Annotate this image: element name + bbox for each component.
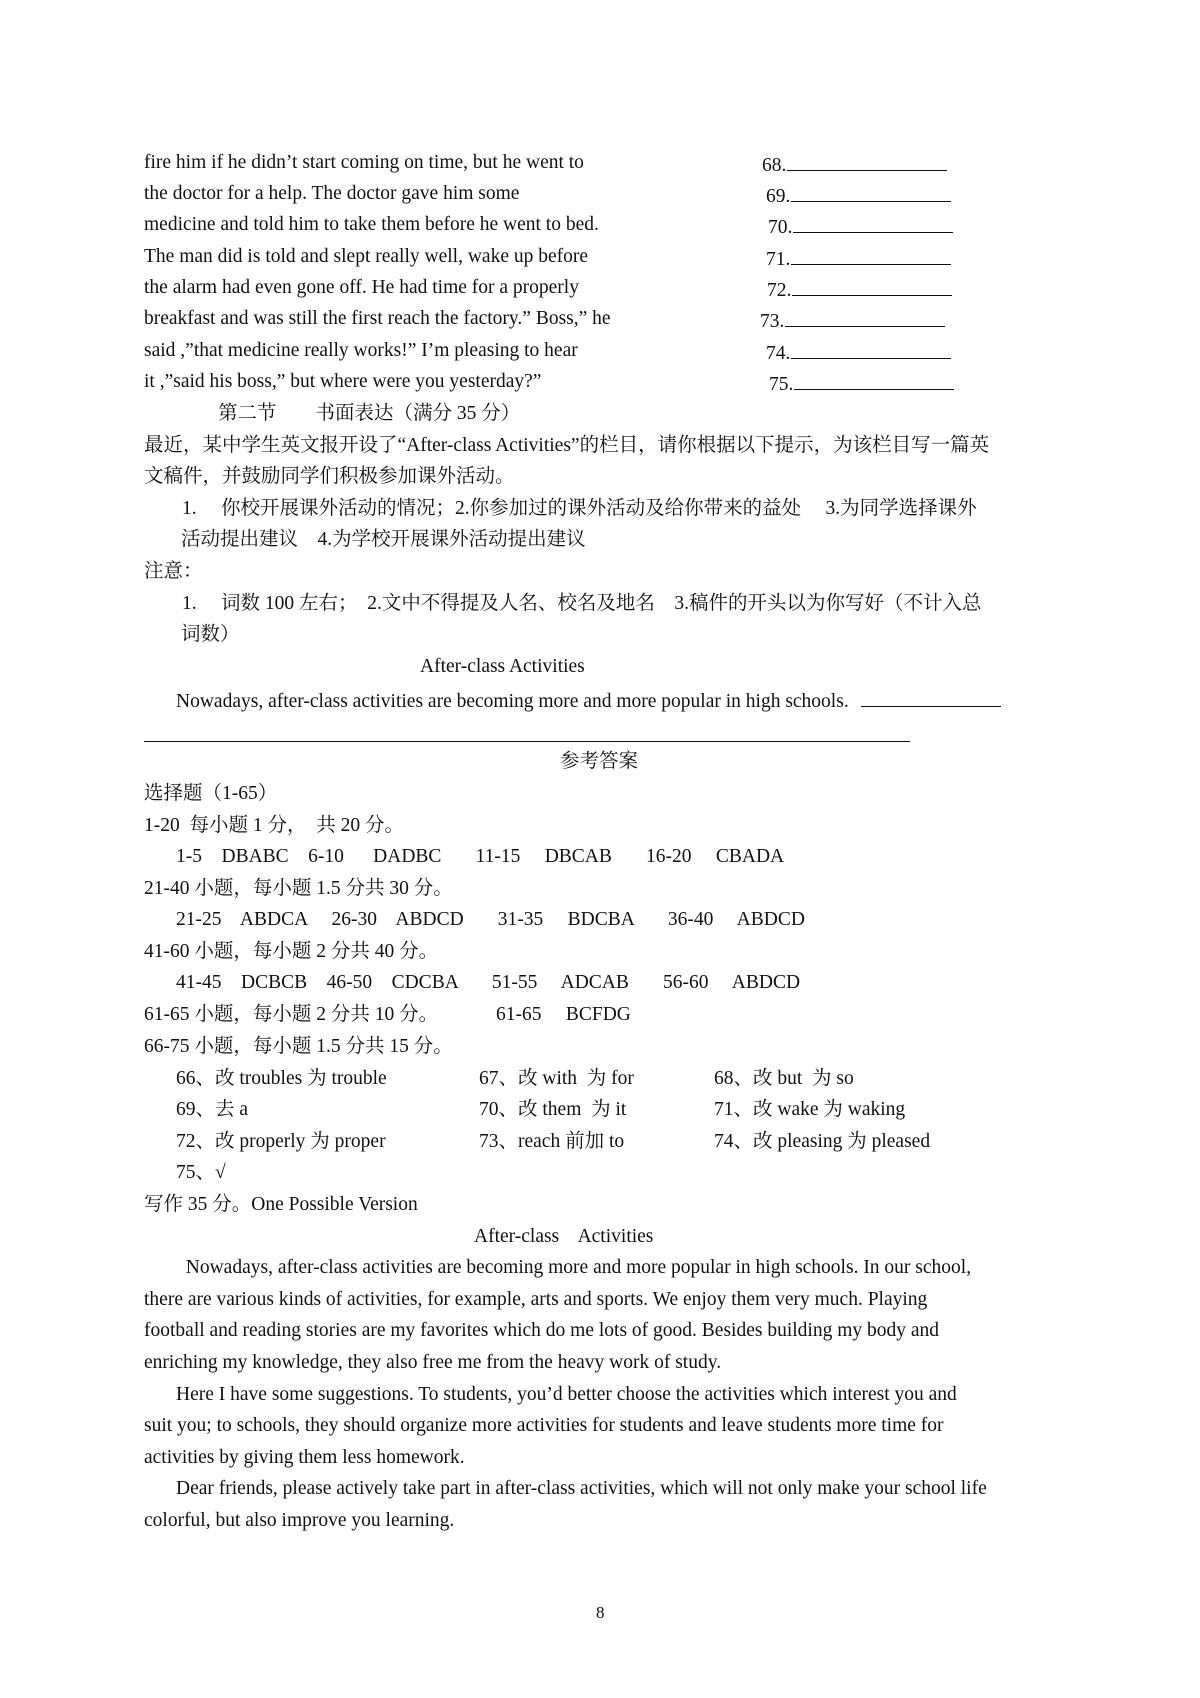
passage-line: fire him if he didn’t start coming on time, but he went to <box>144 152 584 173</box>
answer-blank[interactable] <box>762 150 947 179</box>
writing-notes: 词数） <box>181 624 240 645</box>
blank-number: 71. <box>766 249 791 270</box>
passage-line: it ,”said his boss,” but where were you yesterday?” <box>144 371 542 392</box>
blank-number: 72. <box>767 280 792 301</box>
blank-number: 68. <box>762 155 787 176</box>
blank-number: 70. <box>768 217 793 238</box>
correction-item: 71、改 wake 为 waking <box>714 1099 906 1120</box>
group-label: 41-60 小题，每小题 2 分共 40 分。 <box>144 941 439 962</box>
sample-essay-line: Dear friends, please actively take part in after-class activities, which will not only make your school life <box>176 1478 987 1499</box>
writing-answer-label: 写作 35 分。One Possible Version <box>144 1194 418 1215</box>
passage-line: medicine and told him to take them before he went to bed. <box>144 214 599 235</box>
page-number: 8 <box>596 1603 605 1622</box>
answer-blank[interactable] <box>768 212 953 241</box>
group-answers: 21-25 ABDCA 26-30 ABDCD 31-35 BDCBA 36-40 ABDCD <box>176 909 805 930</box>
writing-points: 1. 你校开展课外活动的情况；2.你参加过的课外活动及给你带来的益处 3.为同学选择课外 <box>182 498 977 519</box>
answer-line <box>144 741 910 742</box>
passage-line: said ,”that medicine really works!” I’m pleasing to hear <box>144 340 578 361</box>
answer-blank[interactable] <box>766 244 951 273</box>
group-answers: 1-5 DBABC 6-10 DADBC 11-15 DBCAB 16-20 CBADA <box>176 846 785 867</box>
mc-label: 选择题（1-65） <box>144 783 278 804</box>
answer-blank[interactable] <box>769 369 954 398</box>
group-answers: 41-45 DCBCB 46-50 CDCBA 51-55 ADCAB 56-60 ABDCD <box>176 972 801 993</box>
correction-item: 69、去 a <box>176 1099 249 1120</box>
answer-blank[interactable] <box>760 306 945 335</box>
correction-item: 73、reach 前加 to <box>479 1131 625 1152</box>
passage-line: the doctor for a help. The doctor gave him some <box>144 183 520 204</box>
correction-item: 70、改 them 为 it <box>479 1099 627 1120</box>
sample-essay-line: Nowadays, after-class activities are becoming more and more popular in high schools. In our school, <box>176 1257 972 1278</box>
essay-start-text: Nowadays, after-class activities are becoming more and more popular in high schools. <box>176 691 849 712</box>
correction-item: 72、改 properly 为 proper <box>176 1131 386 1152</box>
sample-essay-line: football and reading stories are my favorites which do me lots of good. Besides building my body and <box>144 1320 940 1341</box>
sample-essay-line: Here I have some suggestions. To students, you’d better choose the activities which interest you and <box>176 1384 957 1405</box>
writing-notes: 1. 词数 100 左右； 2.文中不得提及人名、校名及地名 3.稿件的开头以为你写好（不计入总 <box>182 593 982 614</box>
sample-essay-line: suit you; to schools, they should organize more activities for students and leave students more time for <box>144 1415 944 1436</box>
answer-blank[interactable] <box>766 338 951 367</box>
blank-number: 74. <box>766 343 791 364</box>
blank-number: 73. <box>760 311 785 332</box>
essay-title: After-class Activities <box>420 656 585 677</box>
essay-start <box>176 686 1001 715</box>
note-label: 注意： <box>144 561 203 582</box>
answer-blank[interactable] <box>766 181 951 210</box>
section-title: 第二节 书面表达（满分 35 分） <box>218 403 521 424</box>
answer-blank[interactable] <box>767 275 952 304</box>
passage-line: breakfast and was still the first reach the factory.” Boss,” he <box>144 308 611 329</box>
sample-essay-line: colorful, but also improve you learning. <box>144 1510 455 1531</box>
essay-blank[interactable] <box>861 686 1001 707</box>
group-label: 61-65 小题，每小题 2 分共 10 分。 <box>144 1004 439 1025</box>
sample-essay-line: enriching my knowledge, they also free me from the heavy work of study. <box>144 1352 722 1373</box>
group-label: 21-40 小题，每小题 1.5 分共 30 分。 <box>144 878 453 899</box>
blank-number: 75. <box>769 374 794 395</box>
passage-line: The man did is told and slept really well, wake up before <box>144 246 589 267</box>
answer-key-title: 参考答案 <box>560 751 639 772</box>
correction-item: 75、√ <box>176 1162 226 1183</box>
writing-points: 活动提出建议 4.为学校开展课外活动提出建议 <box>181 529 586 550</box>
group-label: 1-20 每小题 1 分， 共 20 分。 <box>144 815 404 836</box>
passage-line: the alarm had even gone off. He had time for a properly <box>144 277 579 298</box>
correction-item: 67、改 with 为 for <box>479 1068 634 1089</box>
writing-intro: 文稿件，并鼓励同学们积极参加课外活动。 <box>144 466 515 487</box>
sample-essay-line: there are various kinds of activities, for example, arts and sports. We enjoy them very much. Playing <box>144 1289 928 1310</box>
correction-item: 66、改 troubles 为 trouble <box>176 1068 387 1089</box>
blank-number: 69. <box>766 186 791 207</box>
sample-essay-title: After-class Activities <box>474 1226 654 1247</box>
correction-item: 68、改 but 为 so <box>714 1068 854 1089</box>
correction-item: 74、改 pleasing 为 pleased <box>714 1131 931 1152</box>
group-answers: 61-65 BCFDG <box>496 1004 631 1025</box>
sample-essay-line: activities by giving them less homework. <box>144 1447 465 1468</box>
group-label: 66-75 小题，每小题 1.5 分共 15 分。 <box>144 1036 453 1057</box>
writing-intro: 最近，某中学生英文报开设了“After-class Activities”的栏目，请你根据以下提示，为该栏目写一篇英 <box>144 435 990 456</box>
